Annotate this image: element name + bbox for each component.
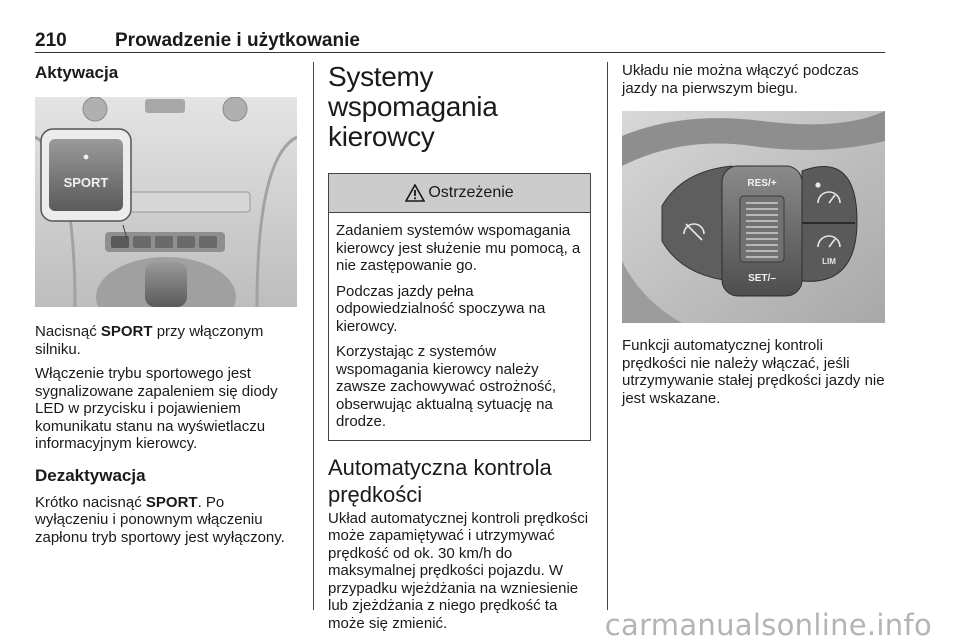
section-title-activation: Aktywacja (35, 63, 119, 82)
warning-paragraph: Zadaniem systemów wspomagania kierowcy jest służenie mu pomocą, a nie zastępowanie go. (336, 222, 581, 274)
warning-paragraph: Podczas jazdy pełna odpowiedzialność spoczywa na kierowcy. (336, 282, 546, 335)
sport-label: SPORT (63, 175, 109, 190)
lim-label: LIM (822, 257, 836, 266)
sport-button-illustration (35, 97, 297, 307)
res-label: RES/+ (747, 178, 777, 189)
left-column (35, 62, 297, 546)
warning-box (328, 173, 591, 441)
deactivation-paragraph: Krótko nacisnąć SPORT. Po wyłączeniu i ponownym włączeniu zapłonu tryb sportowy jest wyłączony. (35, 493, 285, 546)
page-number: 210 (35, 30, 67, 51)
steering-wheel-controls-figure (622, 111, 885, 323)
page-header (35, 30, 885, 53)
warning-paragraph: Korzystając z systemów wspomagania kierowcy należy zawsze zachowywać ostrożność, obserwując aktualną sytuację na drodze. (336, 343, 557, 430)
column-divider (607, 62, 608, 610)
cruise-control-note: Funkcji automatycznej kontroli prędkości nie należy włączać, jeśli utrzymywanie stałej prędkości jazdy nie jest wskazane. (622, 337, 885, 407)
cruise-control-title: Automatyczna kontrola prędkości (328, 454, 552, 507)
cruise-control-switches-illustration (622, 111, 885, 323)
warning-triangle-icon (405, 184, 425, 202)
chapter-title: Prowadzenie i użytkowanie (115, 30, 360, 51)
warning-body (329, 213, 590, 440)
activation-description: Włączenie trybu sportowego jest sygnalizowane zapaleniem się diody LED w przycisku i pojawieniem komunikatu stanu na wyświetlaczu informacyjnym kierowcy. (35, 365, 278, 452)
set-label: SET/– (748, 273, 776, 284)
column-divider (313, 62, 314, 610)
middle-column (328, 62, 591, 632)
warning-title: Ostrzeżenie (428, 184, 514, 201)
first-gear-note: Układu nie można włączyć podczas jazdy na pierwszym biegu. (622, 62, 859, 97)
right-column (622, 62, 885, 407)
section-title-deactivation: Dezaktywacja (35, 465, 146, 485)
cruise-control-paragraph: Układ automatycznej kontroli prędkości może zapamiętywać i utrzymywać prędkość od ok. 30 km/h do maksymalnej prędkości pojazdu. W przypadku wjeżdżania na wzniesienie lub zjeżdżania z niego prędkość ta może się zmienić. (328, 509, 589, 632)
warning-header (329, 174, 590, 213)
activation-paragraph: Nacisnąć SPORT przy włączonym silniku. (35, 323, 264, 358)
watermark: carmanualsonline.info (604, 608, 932, 642)
chapter-section-title: Systemy wspomagania kierowcy (328, 61, 498, 152)
sport-button-figure (35, 97, 297, 307)
